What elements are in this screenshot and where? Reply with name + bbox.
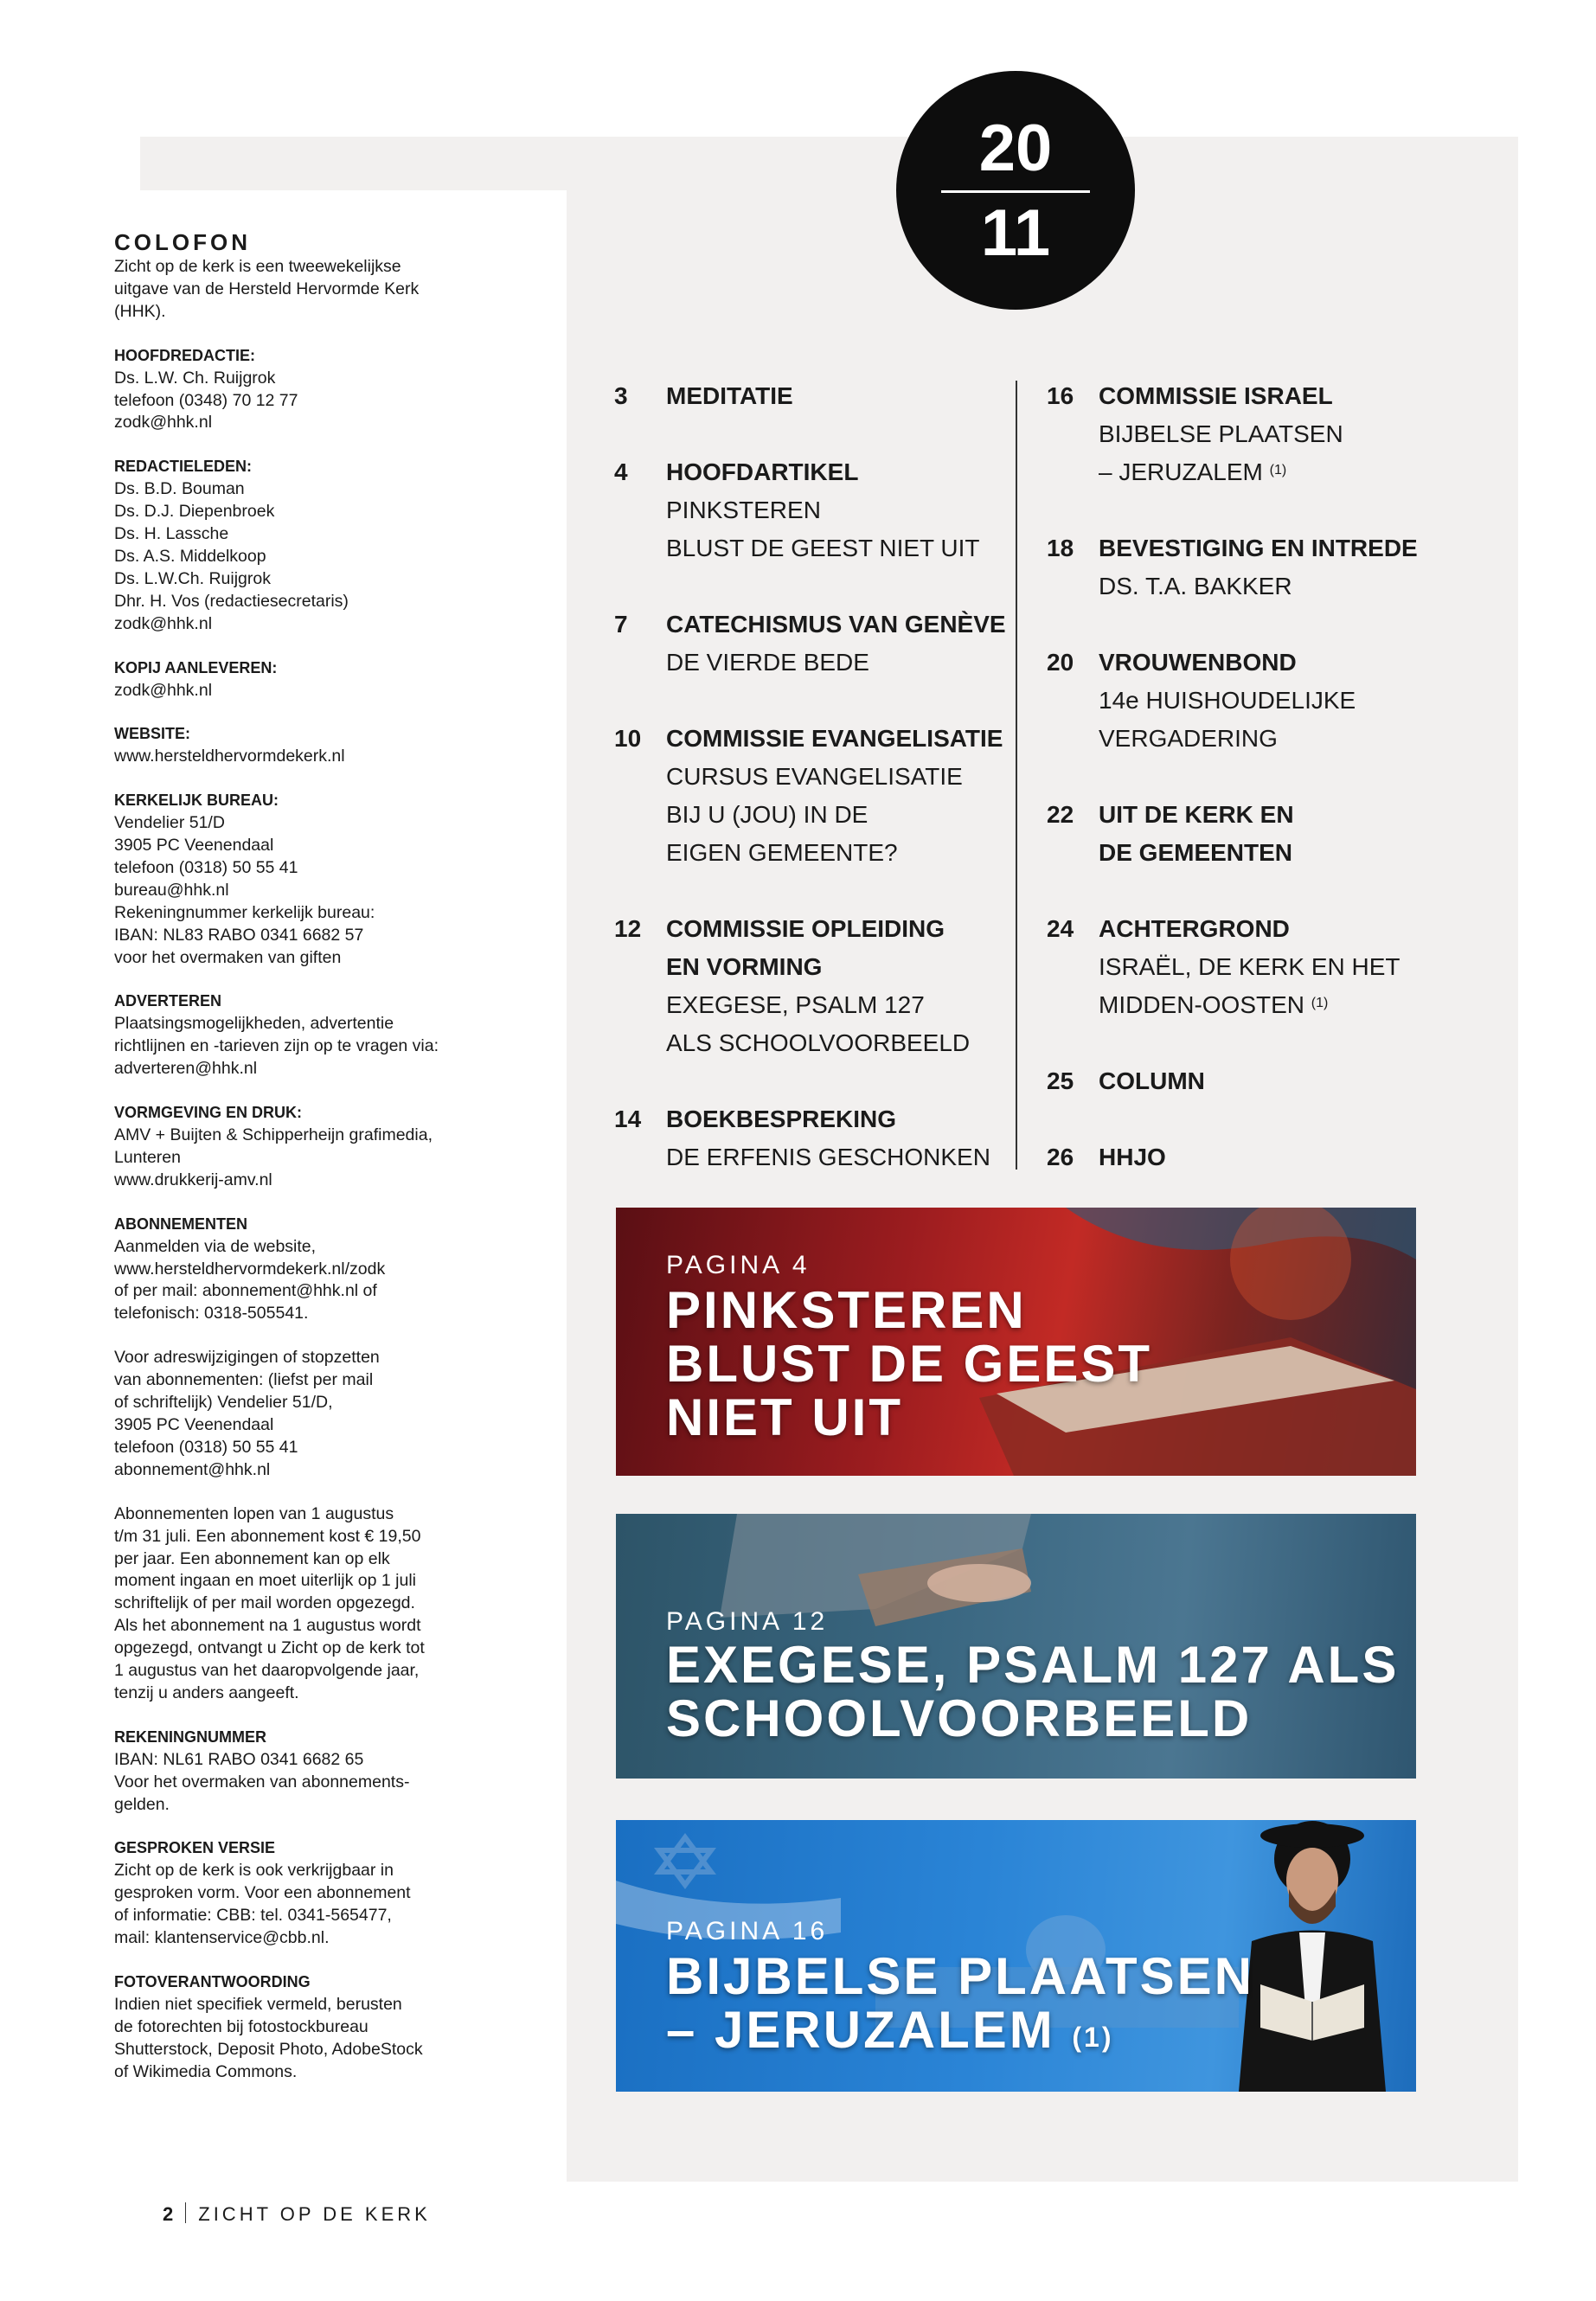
toc-entry[interactable] (1038, 644, 1427, 758)
banner-title-text: BIJBELSE PLAATSEN – JERUZALEM (666, 1947, 1254, 2059)
toc-title: COMMISSIE OPLEIDING (666, 915, 945, 942)
toc-entry[interactable] (1038, 529, 1427, 606)
toc-subtitle (666, 796, 1021, 834)
toc-subtitle (666, 758, 1021, 796)
toc-title: HHJO (1099, 1144, 1166, 1170)
toc-subtitle-text: EIGEN GEMEENTE? (666, 839, 898, 866)
toc-page-number: 7 (614, 611, 628, 638)
toc-subtitle-text: 14e HUISHOUDELIJKE (1099, 687, 1356, 714)
toc-footnote-marker: (1) (1269, 463, 1287, 478)
toc-page-number: 25 (1047, 1067, 1074, 1094)
toc-right-column (1038, 377, 1427, 1215)
colofon-section-text: www.hersteldhervormdekerk.nl (114, 747, 345, 766)
toc-subtitle-text: DE VIERDE BEDE (666, 649, 869, 676)
toc-subtitle (1099, 682, 1427, 720)
toc-subtitle (666, 834, 1021, 872)
toc-subtitle-text: ALS SCHOOLVOORBEELD (666, 1029, 971, 1056)
colofon-section-heading: WEBSITE: (114, 725, 190, 743)
colofon-section-heading: ABONNEMENTEN (114, 1215, 248, 1233)
colofon-section-heading: VORMGEVING EN DRUK: (114, 1104, 303, 1122)
toc-title: MEDITATIE (666, 382, 793, 409)
colofon-section (114, 456, 486, 635)
toc-subtitle (666, 1138, 1021, 1176)
toc-title: BOEKBESPREKING (666, 1106, 897, 1132)
toc-subtitle-text: BIJ U (JOU) IN DE (666, 801, 869, 828)
toc-entry[interactable] (606, 1100, 1021, 1176)
colofon-section-text: zodk@hhk.nl (114, 680, 213, 700)
toc-subtitle (666, 644, 1021, 682)
toc-title: UIT DE KERK EN (1099, 801, 1294, 828)
colofon-section-heading: KOPIJ AANLEVEREN: (114, 658, 278, 676)
colofon-section (114, 345, 486, 435)
toc-title: ACHTERGROND (1099, 915, 1290, 942)
colofon-section-heading: FOTOVERANTWOORDING (114, 1973, 311, 1990)
toc-subtitle (666, 1024, 1021, 1062)
toc-subtitle-text: CURSUS EVANGELISATIE (666, 763, 963, 790)
page-footer (163, 2202, 431, 2226)
banner-title (666, 1947, 1254, 2059)
toc-entry[interactable] (606, 453, 1021, 567)
toc-left-column (606, 377, 1021, 1215)
colofon-title: COLOFON (114, 229, 251, 255)
colofon-section (114, 1214, 486, 1326)
toc-entry[interactable] (606, 910, 1021, 1062)
toc-subtitle-text: EXEGESE, PSALM 127 (666, 991, 925, 1018)
toc-entry[interactable] (606, 377, 1021, 415)
toc-page-number: 18 (1047, 535, 1074, 561)
colofon-section (114, 723, 486, 768)
toc-footnote-marker: (1) (1311, 996, 1329, 1010)
toc-entry[interactable] (1038, 796, 1427, 872)
toc-page-number: 10 (614, 725, 642, 752)
toc-subtitle (1099, 720, 1427, 758)
colofon-intro: Zicht op de kerk is een tweewekelijkse uitgave van de Hersteld Hervormde Kerk (HHK). (114, 257, 420, 321)
toc-subtitle-text: BLUST DE GEEST NIET UIT (666, 535, 980, 561)
colofon-section (114, 1727, 486, 1817)
toc-entry[interactable] (1038, 377, 1427, 491)
colofon-section-text: IBAN: NL61 RABO 0341 6682 65 Voor het overmaken van abonnements- gelden. (114, 1749, 410, 1814)
colofon-section-heading: ADVERTEREN (114, 992, 222, 1010)
toc-entry[interactable] (1038, 1138, 1427, 1176)
toc-title: HOOFDARTIKEL (666, 458, 859, 485)
toc-page-number: 3 (614, 382, 628, 409)
colofon-section-text: Plaatsingsmogelijkheden, advertentie richtlijnen en -tarieven zijn op te vragen via: adverteren@hhk.nl (114, 1014, 439, 1079)
toc-subtitle (1099, 567, 1427, 606)
toc-title: BEVESTIGING EN INTREDE (1099, 535, 1418, 561)
toc-page-number: 26 (1047, 1144, 1074, 1170)
banner-title-sup: (1) (1072, 2022, 1114, 2053)
colofon-section (114, 990, 486, 1080)
colofon-section-text: Zicht op de kerk is ook verkrijgbaar in gesproken vorm. Voor een abonnement of informatie: CBB: tel. 0341-565477, mail: klantenservice@cbb.nl. (114, 1861, 411, 1948)
toc-subtitle-text: – JERUZALEM (1099, 458, 1263, 485)
magazine-name: ZICHT OP DE KERK (198, 2203, 431, 2225)
toc-subtitle-text: DE ERFENIS GESCHONKEN (666, 1144, 990, 1170)
feature-banner-exegese[interactable] (616, 1514, 1416, 1779)
toc-title-line2: DE GEMEENTEN (1099, 839, 1293, 866)
colofon-section-text: Voor adreswijzigingen of stopzetten van abonnementen: (liefst per mail of schriftelijk) Vendelier 51/D, 3905 PC Veenendaal telefoon (0318) 50 55 41 abonnement@hhk.nl (114, 1348, 380, 1479)
colofon-section-text: Ds. L.W. Ch. Ruijgrok telefoon (0348) 70 12 77 zodk@hhk.nl (114, 368, 298, 433)
toc-entry[interactable] (606, 606, 1021, 682)
toc-subtitle-text: ISRAËL, DE KERK EN HET (1099, 953, 1401, 980)
issue-divider (941, 190, 1090, 193)
toc-page-number: 4 (614, 458, 628, 485)
issue-year: 20 (978, 112, 1053, 185)
colofon-section (114, 657, 486, 702)
toc-title: CATECHISMUS VAN GENÈVE (666, 611, 1006, 638)
banner-page-label: PAGINA 4 (666, 1251, 811, 1279)
colofon-section-text: Indien niet specifiek vermeld, berusten de fotorechten bij fotostockbureau Shutterstock, Deposit Photo, AdobeStock of Wikimedia Commons. (114, 1994, 423, 2081)
toc-subtitle (666, 491, 1021, 529)
toc-subtitle-text: VERGADERING (1099, 725, 1278, 752)
banner-title: EXEGESE, PSALM 127 ALS SCHOOLVOORBEELD (666, 1636, 1400, 1747)
colofon-section (114, 790, 486, 969)
toc-subtitle-text: PINKSTEREN (666, 497, 821, 523)
colofon-section-text: Abonnementen lopen van 1 augustus t/m 31 juli. Een abonnement kost € 19,50 per jaar. Een abonnement kan op elk moment ingaan en moet uiterlijk op 1 juli schriftelijk of per mail worden opgezegd. Als het abonnement na 1 augustus wordt opgezegd, ontvangt u Zicht op de kerk tot 1 augustus van het daaropvolgende jaar, tenzij u anders aangeeft. (114, 1503, 425, 1702)
issue-badge (896, 71, 1135, 310)
colofon-section-heading: KERKELIJK BUREAU: (114, 792, 279, 810)
colofon (114, 228, 486, 2084)
colofon-section (114, 1503, 486, 1705)
issue-number: 11 (980, 196, 1051, 270)
toc-subtitle (1099, 948, 1427, 986)
toc-page-number: 24 (1047, 915, 1074, 942)
toc-subtitle-text: BIJBELSE PLAATSEN (1099, 420, 1343, 447)
footer-separator (185, 2202, 186, 2223)
toc-page-number: 14 (614, 1106, 642, 1132)
toc-subtitle (1099, 986, 1427, 1024)
colofon-section-text: Vendelier 51/D 3905 PC Veenendaal telefoon (0318) 50 55 41 bureau@hhk.nl Rekeningnummer kerkelijk bureau: IBAN: NL83 RABO 0341 6682 57 voor het overmaken van giften (114, 813, 375, 967)
colofon-section-heading: HOOFDREDACTIE: (114, 346, 255, 364)
feature-banner-pinksteren[interactable] (616, 1208, 1416, 1476)
toc-subtitle (1099, 453, 1427, 491)
toc-page-number: 20 (1047, 649, 1074, 676)
toc-title: VROUWENBOND (1099, 649, 1297, 676)
colofon-sections (114, 345, 486, 2084)
toc-page-number: 16 (1047, 382, 1074, 409)
colofon-section (114, 1971, 486, 2084)
feature-banner-jeruzalem[interactable] (616, 1820, 1416, 2092)
colofon-section (114, 1102, 486, 1192)
colofon-section (114, 1837, 486, 1950)
toc-subtitle (1099, 415, 1427, 453)
page-number: 2 (163, 2203, 174, 2225)
toc-title: COMMISSIE ISRAEL (1099, 382, 1333, 409)
banner-page-label: PAGINA 12 (666, 1607, 829, 1636)
toc-subtitle (666, 986, 1021, 1024)
toc-title: COLUMN (1099, 1067, 1205, 1094)
toc-entry[interactable] (1038, 1062, 1427, 1100)
colofon-section-heading: REDACTIELEDEN: (114, 458, 253, 476)
toc-entry[interactable] (606, 720, 1021, 872)
colofon-section-text: Aanmelden via de website, www.hersteldhervormdekerk.nl/zodk of per mail: abonnement@hhk.nl of telefonisch: 0318-505541. (114, 1236, 386, 1324)
toc-entry[interactable] (1038, 910, 1427, 1024)
banner-title: PINKSTEREN BLUST DE GEEST NIET UIT (666, 1281, 1153, 1446)
toc-subtitle-text: DS. T.A. BAKKER (1099, 573, 1292, 599)
toc-page-number: 22 (1047, 801, 1074, 828)
colofon-section (114, 1347, 486, 1481)
toc-page-number: 12 (614, 915, 642, 942)
toc-title-line2: EN VORMING (666, 953, 823, 980)
colofon-section-heading: REKENINGNUMMER (114, 1727, 267, 1746)
colofon-section-text: AMV + Buijten & Schipperheijn grafimedia, Lunteren www.drukkerij-amv.nl (114, 1125, 433, 1189)
banner-page-label: PAGINA 16 (666, 1917, 829, 1945)
colofon-section-text: Ds. B.D. Bouman Ds. D.J. Diepenbroek Ds. H. Lassche Ds. A.S. Middelkoop Ds. L.W.Ch. Ruijgrok Dhr. H. Vos (redactiesecretaris) zodk@hhk.nl (114, 479, 349, 633)
toc-title: COMMISSIE EVANGELISATIE (666, 725, 1003, 752)
toc-subtitle (666, 529, 1021, 567)
colofon-section-heading: GESPROKEN VERSIE (114, 1839, 276, 1857)
toc-subtitle-text: MIDDEN-OOSTEN (1099, 991, 1304, 1018)
